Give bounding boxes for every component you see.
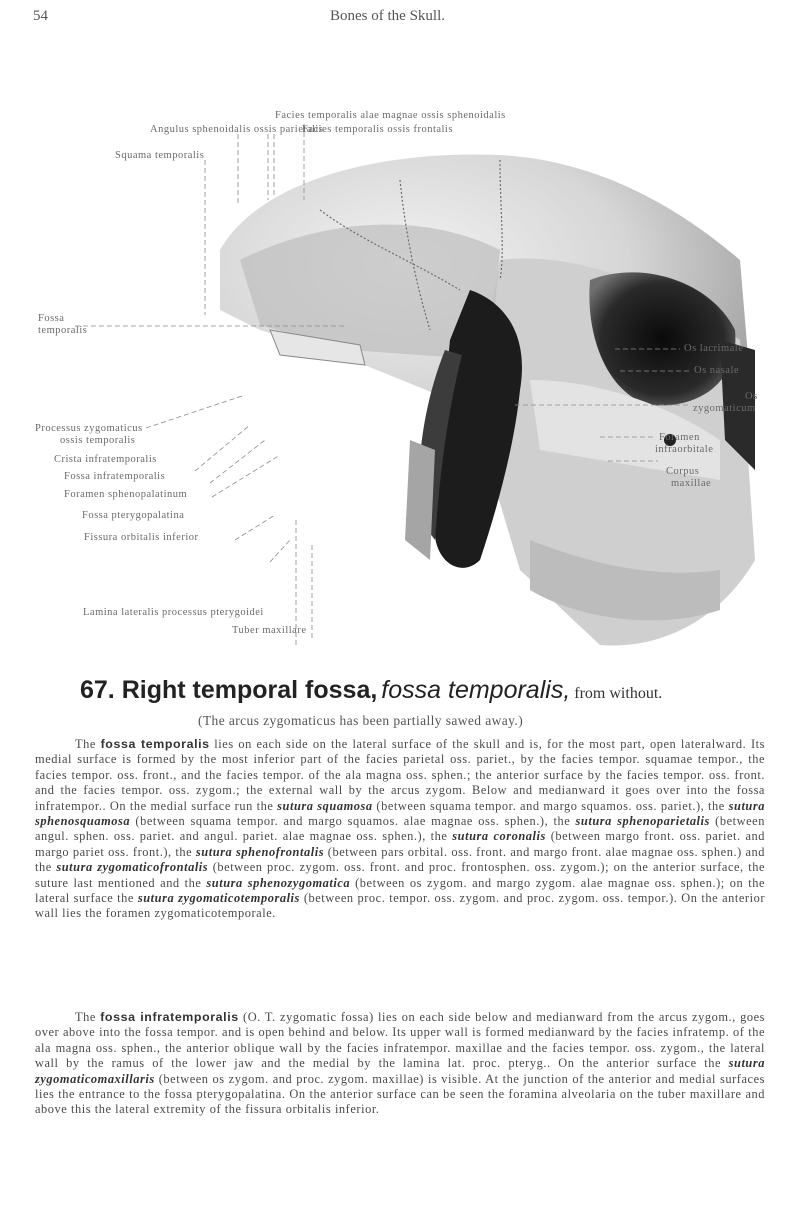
label-os-lacrimale: Os lacrimale: [684, 343, 744, 354]
label-fossa-infratemporalis: Fossa infratemporalis: [64, 471, 166, 482]
p1-term-sutura-coronalis: sutura coronalis: [452, 829, 546, 844]
p1-keyword-fossa-temporalis: fossa temporalis: [100, 737, 210, 751]
p1-text-10: (between proc. tempor. oss. zygom. and proc. zygom. oss. tempor.). On the anterior wall lies the foramen zygomaticotemporale.: [35, 891, 765, 921]
label-fossa-temporalis-line2: temporalis: [38, 325, 88, 336]
p1-text-4: (between squama tempor. and margo squamos. alae magnae oss. sphen.), the: [130, 814, 576, 829]
label-foramen-sphenopalatinum: Foramen sphenopalatinum: [64, 489, 188, 500]
label-foramen-infraorbitale-line2: infraorbitale: [655, 444, 714, 455]
label-foramen-infraorbitale-line1: Foramen: [659, 432, 700, 443]
label-corpus-maxillae-line2: maxillae: [671, 478, 712, 489]
p2-text-3: (between os zygom. and proc. zygom. maxillae) is visible. At the junction of the anterior and medial surfaces lies the entrance to the fossa pterygopalatina. On the anterior surface can be seen the foramina alveolaria on the tuber maxillare and above this the lateral extremity of the fissura orbitalis inferior.: [35, 1071, 765, 1117]
p1-text-3: (between squama tempor. and margo squamos. oss. pariet.), the: [372, 798, 729, 813]
p1-text-7: (between pars orbital. oss. front. and margo front. alae magnae oss. sphen.) and the: [35, 844, 766, 875]
label-lamina-lateralis: Lamina lateralis processus pterygoidei: [83, 607, 264, 618]
p1-text-9: (between os zygom. and margo zygom. alae magnae oss. sphen.); on the lateral surface the: [35, 875, 765, 906]
label-processus-zygomaticus-line1: Processus zygomaticus: [35, 423, 143, 434]
label-facies-temporalis-frontalis: Facies temporalis ossis frontalis: [302, 124, 453, 135]
figure-caption: [80, 676, 800, 705]
p2-text-1: The: [75, 1010, 101, 1024]
p1-term-sutura-sphenoparietalis: sutura sphenoparietalis: [575, 814, 710, 829]
label-corpus-maxillae-line1: Corpus: [666, 466, 700, 477]
label-crista-infratemporalis: Crista infratemporalis: [54, 454, 157, 465]
label-angulus-sphenoidalis: Angulus sphenoidalis ossis parietalis: [150, 124, 324, 135]
p1-term-sutura-sphenofrontalis: sutura sphenofrontalis: [195, 844, 325, 859]
caption-latin-name: fossa temporalis,: [381, 676, 571, 704]
p1-text-6: (between margo front. oss. pariet. and margo pariet oss. front.), the: [35, 829, 766, 859]
p1-term-sutura-sphenozygomatica: sutura sphenozygomatica: [206, 875, 351, 890]
p1-text-5: (between angul. sphen. oss. pariet. and angul. pariet. alae magnae oss. sphen.), the: [35, 814, 765, 844]
label-fissura-orbitalis-inferior: Fissura orbitalis inferior: [84, 532, 199, 543]
p2-term-sutura-zygomaticomaxillaris: sutura zygomaticomaxillaris: [35, 1056, 765, 1086]
p1-term-sutura-zygomaticofrontalis: sutura zygomaticofrontalis: [56, 860, 209, 875]
label-facies-temporalis-alae: Facies temporalis alae magnae ossis sphenoidalis: [275, 110, 506, 121]
label-tuber-maxillare: Tuber maxillare: [232, 625, 307, 636]
p1-term-sutura-zygomaticotemporalis: sutura zygomaticotemporalis: [137, 891, 300, 906]
label-os-nasale: Os nasale: [694, 365, 740, 376]
label-os-zygomaticum-line1: Os: [745, 391, 758, 402]
label-os-zygomaticum-line2: zygomaticum: [693, 403, 756, 414]
p1-term-sutura-squamosa: sutura squamosa: [277, 798, 373, 813]
label-squama-temporalis: Squama temporalis: [115, 150, 205, 161]
p2-text-2: (O. T. zygomatic fossa) lies on each side below and medianward from the arcus zygom., goes over above into the fossa tempor. and is open behind and below. Its upper wall is formed medianward by the facies infratemp. of the ala magna oss. sphen., the anterior oblique wall by the facies infratempor. maxillae and the facies tempor. oss. zygom., the lateral wall by the ramus of the lower jaw and the medial by the lamina lat. proc. pteryg.. On the anterior surface the: [35, 1010, 765, 1071]
caption-view: from without.: [574, 685, 663, 702]
p1-text-1: The: [75, 737, 101, 751]
body-paragraph-2: [35, 1010, 765, 1118]
page-number: 54: [33, 8, 48, 24]
label-fossa-pterygopalatina: Fossa pterygopalatina: [82, 510, 185, 521]
p1-term-sutura-sphenosquamosa: sutura sphenosquamosa: [35, 798, 765, 829]
label-fossa-temporalis-line1: Fossa: [38, 313, 65, 324]
body-paragraph-1: [35, 737, 765, 922]
caption-title: 67. Right temporal fossa,: [80, 676, 378, 704]
p2-keyword-fossa-infratemporalis: fossa infratemporalis: [100, 1010, 239, 1024]
caption-subtitle: (The arcus zygomaticus has been partially sawed away.): [198, 713, 524, 728]
label-processus-zygomaticus-line2: ossis temporalis: [60, 435, 136, 446]
p1-text-8: (between proc. zygom. oss. front. and proc. frontosphen. oss. zygom.); on the anterior surface, the suture last mentioned and the: [35, 860, 766, 890]
p1-text-2: lies on each side on the lateral surface of the skull and is, for the most part, open lateralward. Its medial surface is formed by the most inferior part of the facies parietal oss. pariet., by the facies tempor. squamae tempor., the facies tempor. oss. front., and the facies tempor. of the ala magna oss. sphen.; the anterior surface by the facies tempor. oss. front. and the facies tempor. oss. zygom.; the external wall by the arcus zygom. Below and medianward it goes over into the fossa infratempor.. On the medial surface run the: [35, 737, 766, 813]
running-title: Bones of the Skull.: [330, 8, 445, 24]
